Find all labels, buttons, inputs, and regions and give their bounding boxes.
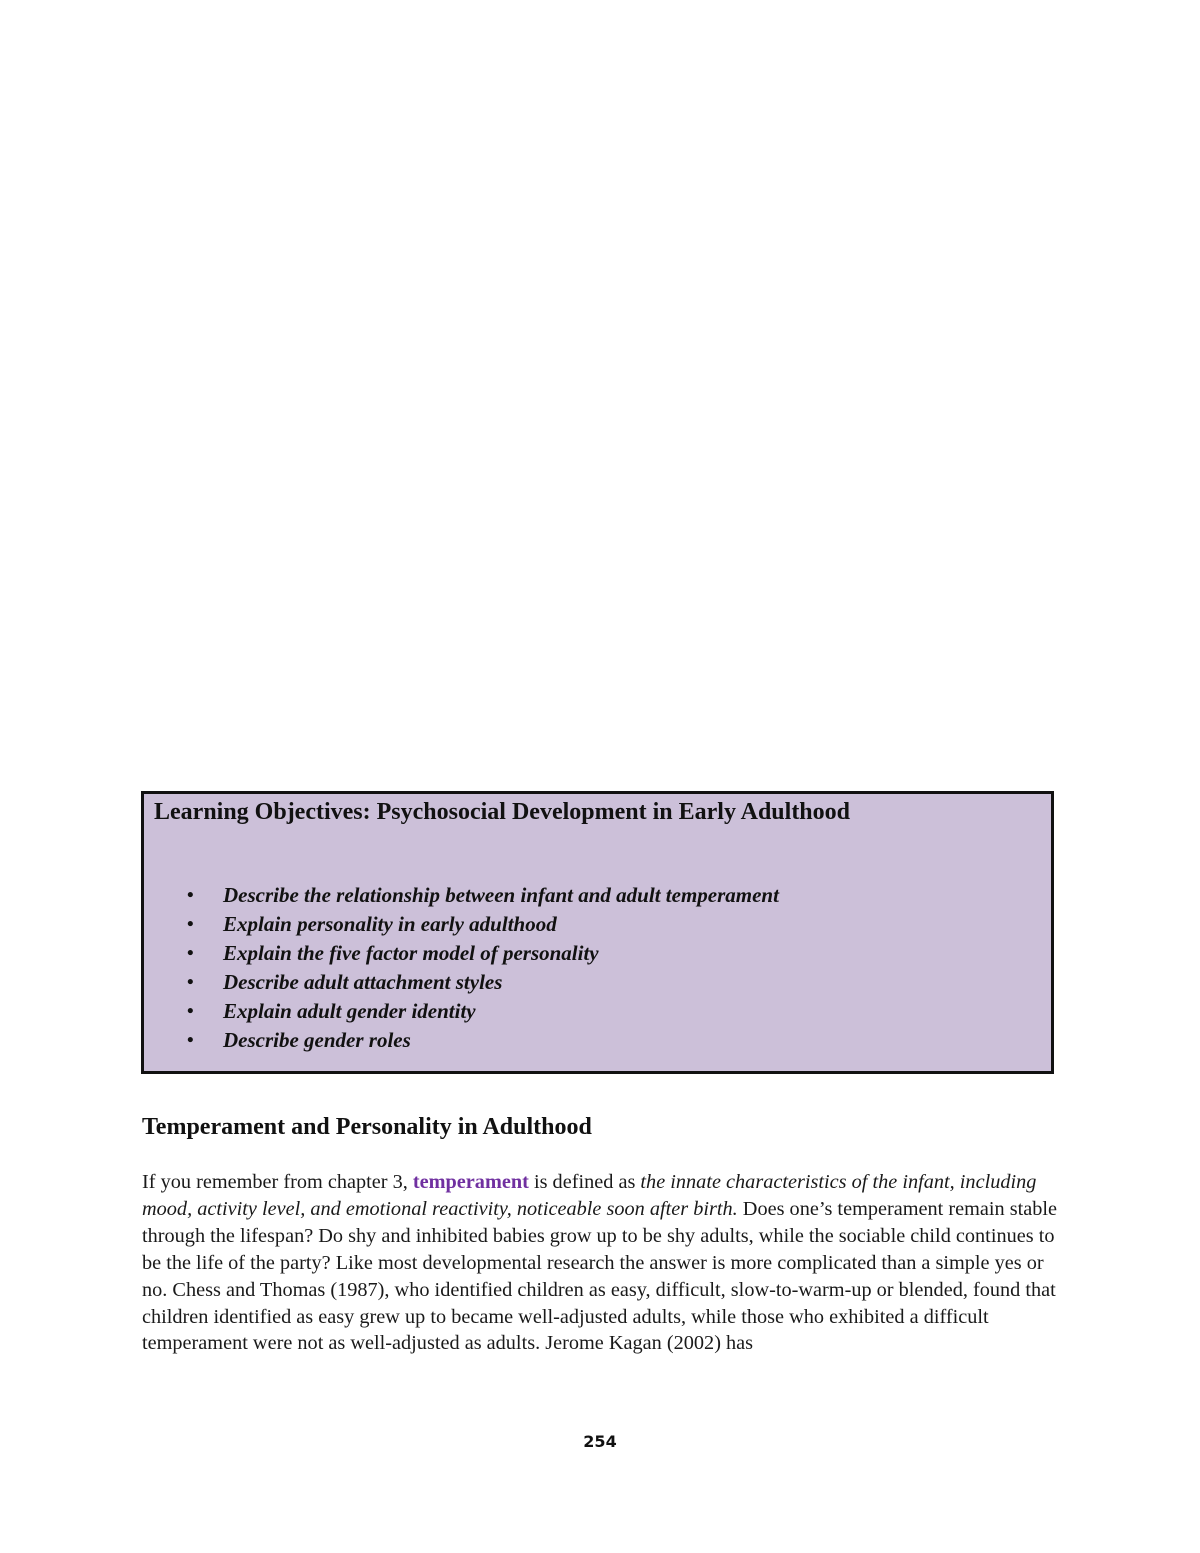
paragraph-defined-as: is defined as [528, 1171, 641, 1193]
learning-objectives-list [144, 881, 779, 1055]
bullet-icon: • [187, 1030, 194, 1051]
bullet-icon: • [187, 885, 194, 906]
list-item [144, 968, 779, 997]
learning-objectives-title: Learning Objectives: Psychosocial Development in Early Adulthood [154, 799, 850, 825]
key-term: temperament [412, 1171, 529, 1193]
list-item [144, 997, 779, 1026]
learning-objectives-box [141, 791, 1054, 1074]
list-item [144, 939, 779, 968]
list-item [144, 1026, 779, 1055]
paragraph-rest: Does one’s temperament remain stable through the lifespan? Do shy and inhibited babies grow up to be shy adults, while the sociable child continues to be the life of the party? Like most developmental research the answer is more complicated than a simple yes or no. Chess and Thomas (1987), who identified children as easy, difficult, slow-to-warm-up or blended, found that children identified as easy grew up to became well-adjusted adults, while those who exhibited a difficult temperament were not as well-adjusted as adults. Jerome Kagan (2002) has [142, 1197, 1058, 1355]
objective-text: Describe gender roles [223, 1028, 411, 1052]
objective-text: Explain the five factor model of personality [223, 941, 599, 965]
body-paragraph [142, 1169, 1060, 1357]
term-definition: the innate characteristics of the infant, including mood, activity level, and emotional reactivity, noticeable soon after birth. [142, 1171, 1037, 1220]
objective-text: Describe the relationship between infant and adult temperament [223, 883, 779, 907]
list-item [144, 910, 779, 939]
bullet-icon: • [187, 914, 194, 935]
objective-text: Explain adult gender identity [223, 999, 476, 1023]
bullet-icon: • [187, 1001, 194, 1022]
section-heading: Temperament and Personality in Adulthood [142, 1114, 592, 1140]
bullet-icon: • [187, 943, 194, 964]
list-item [144, 881, 779, 910]
bullet-icon: • [187, 972, 194, 993]
objective-text: Describe adult attachment styles [223, 970, 503, 994]
paragraph-intro: If you remember from chapter 3, [142, 1171, 413, 1193]
page-number: 254 [583, 1432, 617, 1451]
objective-text: Explain personality in early adulthood [223, 912, 557, 936]
